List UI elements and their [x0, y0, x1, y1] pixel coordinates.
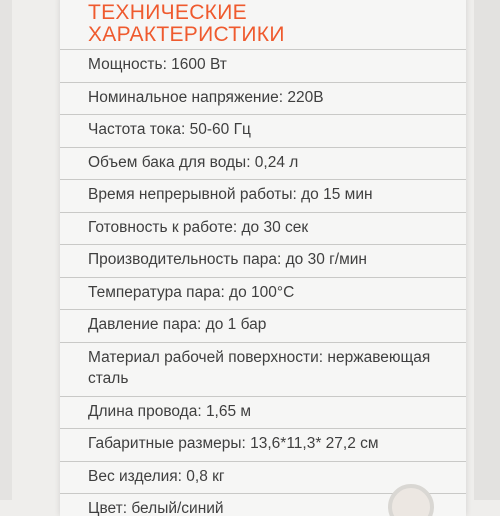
spec-row-text: Цвет: белый/синий [88, 500, 224, 516]
spec-row-steam-pressure [60, 309, 466, 342]
spec-title [88, 2, 285, 46]
spec-row-text: Длина провода: 1,65 м [88, 402, 252, 420]
spec-row-text: Мощность: 1600 Вт [88, 56, 227, 73]
spec-row-run-time [60, 179, 466, 212]
spec-row-power [60, 49, 466, 82]
spec-row-steam-output [60, 244, 466, 277]
spec-title-line-1: ТЕХНИЧЕСКИЕ [88, 1, 247, 24]
spec-row-text: Частота тока: 50-60 Гц [88, 121, 251, 138]
spec-row-cord-length [60, 396, 466, 429]
spec-row-text: Объем бака для воды: 0,24 л [88, 153, 299, 171]
spec-row-tank-volume [60, 147, 466, 180]
spec-row-text: Время непрерывной работы: до 15 мин [88, 186, 373, 203]
spec-row-text: Температура пара: до 100°С [88, 283, 295, 301]
spec-row-text: Давление пара: до 1 бар [88, 316, 267, 333]
spec-row-text: Вес изделия: 0,8 кг [88, 467, 225, 485]
spec-list [60, 49, 466, 516]
spec-row-text: Материал рабочей поверхности: нержавеющая сталь [88, 348, 431, 387]
spec-row-steam-temperature [60, 277, 466, 310]
background-right [474, 0, 500, 500]
background-left [0, 0, 12, 500]
spec-card [60, 0, 466, 516]
spec-row-ready-time [60, 212, 466, 245]
spec-row-voltage [60, 82, 466, 115]
spec-row-text: Производительность пара: до 30 г/мин [88, 251, 367, 268]
spec-row-dimensions [60, 428, 466, 461]
spec-row-text: Габаритные размеры: 13,6*11,3* 27,2 см [88, 435, 379, 452]
spec-row-text: Готовность к работе: до 30 сек [88, 218, 309, 236]
spec-row-frequency [60, 114, 466, 147]
spec-title-line-2: ХАРАКТЕРИСТИКИ [88, 23, 285, 46]
spec-row-surface-material [60, 342, 466, 396]
spec-row-text: Номинальное напряжение: 220В [88, 88, 324, 106]
